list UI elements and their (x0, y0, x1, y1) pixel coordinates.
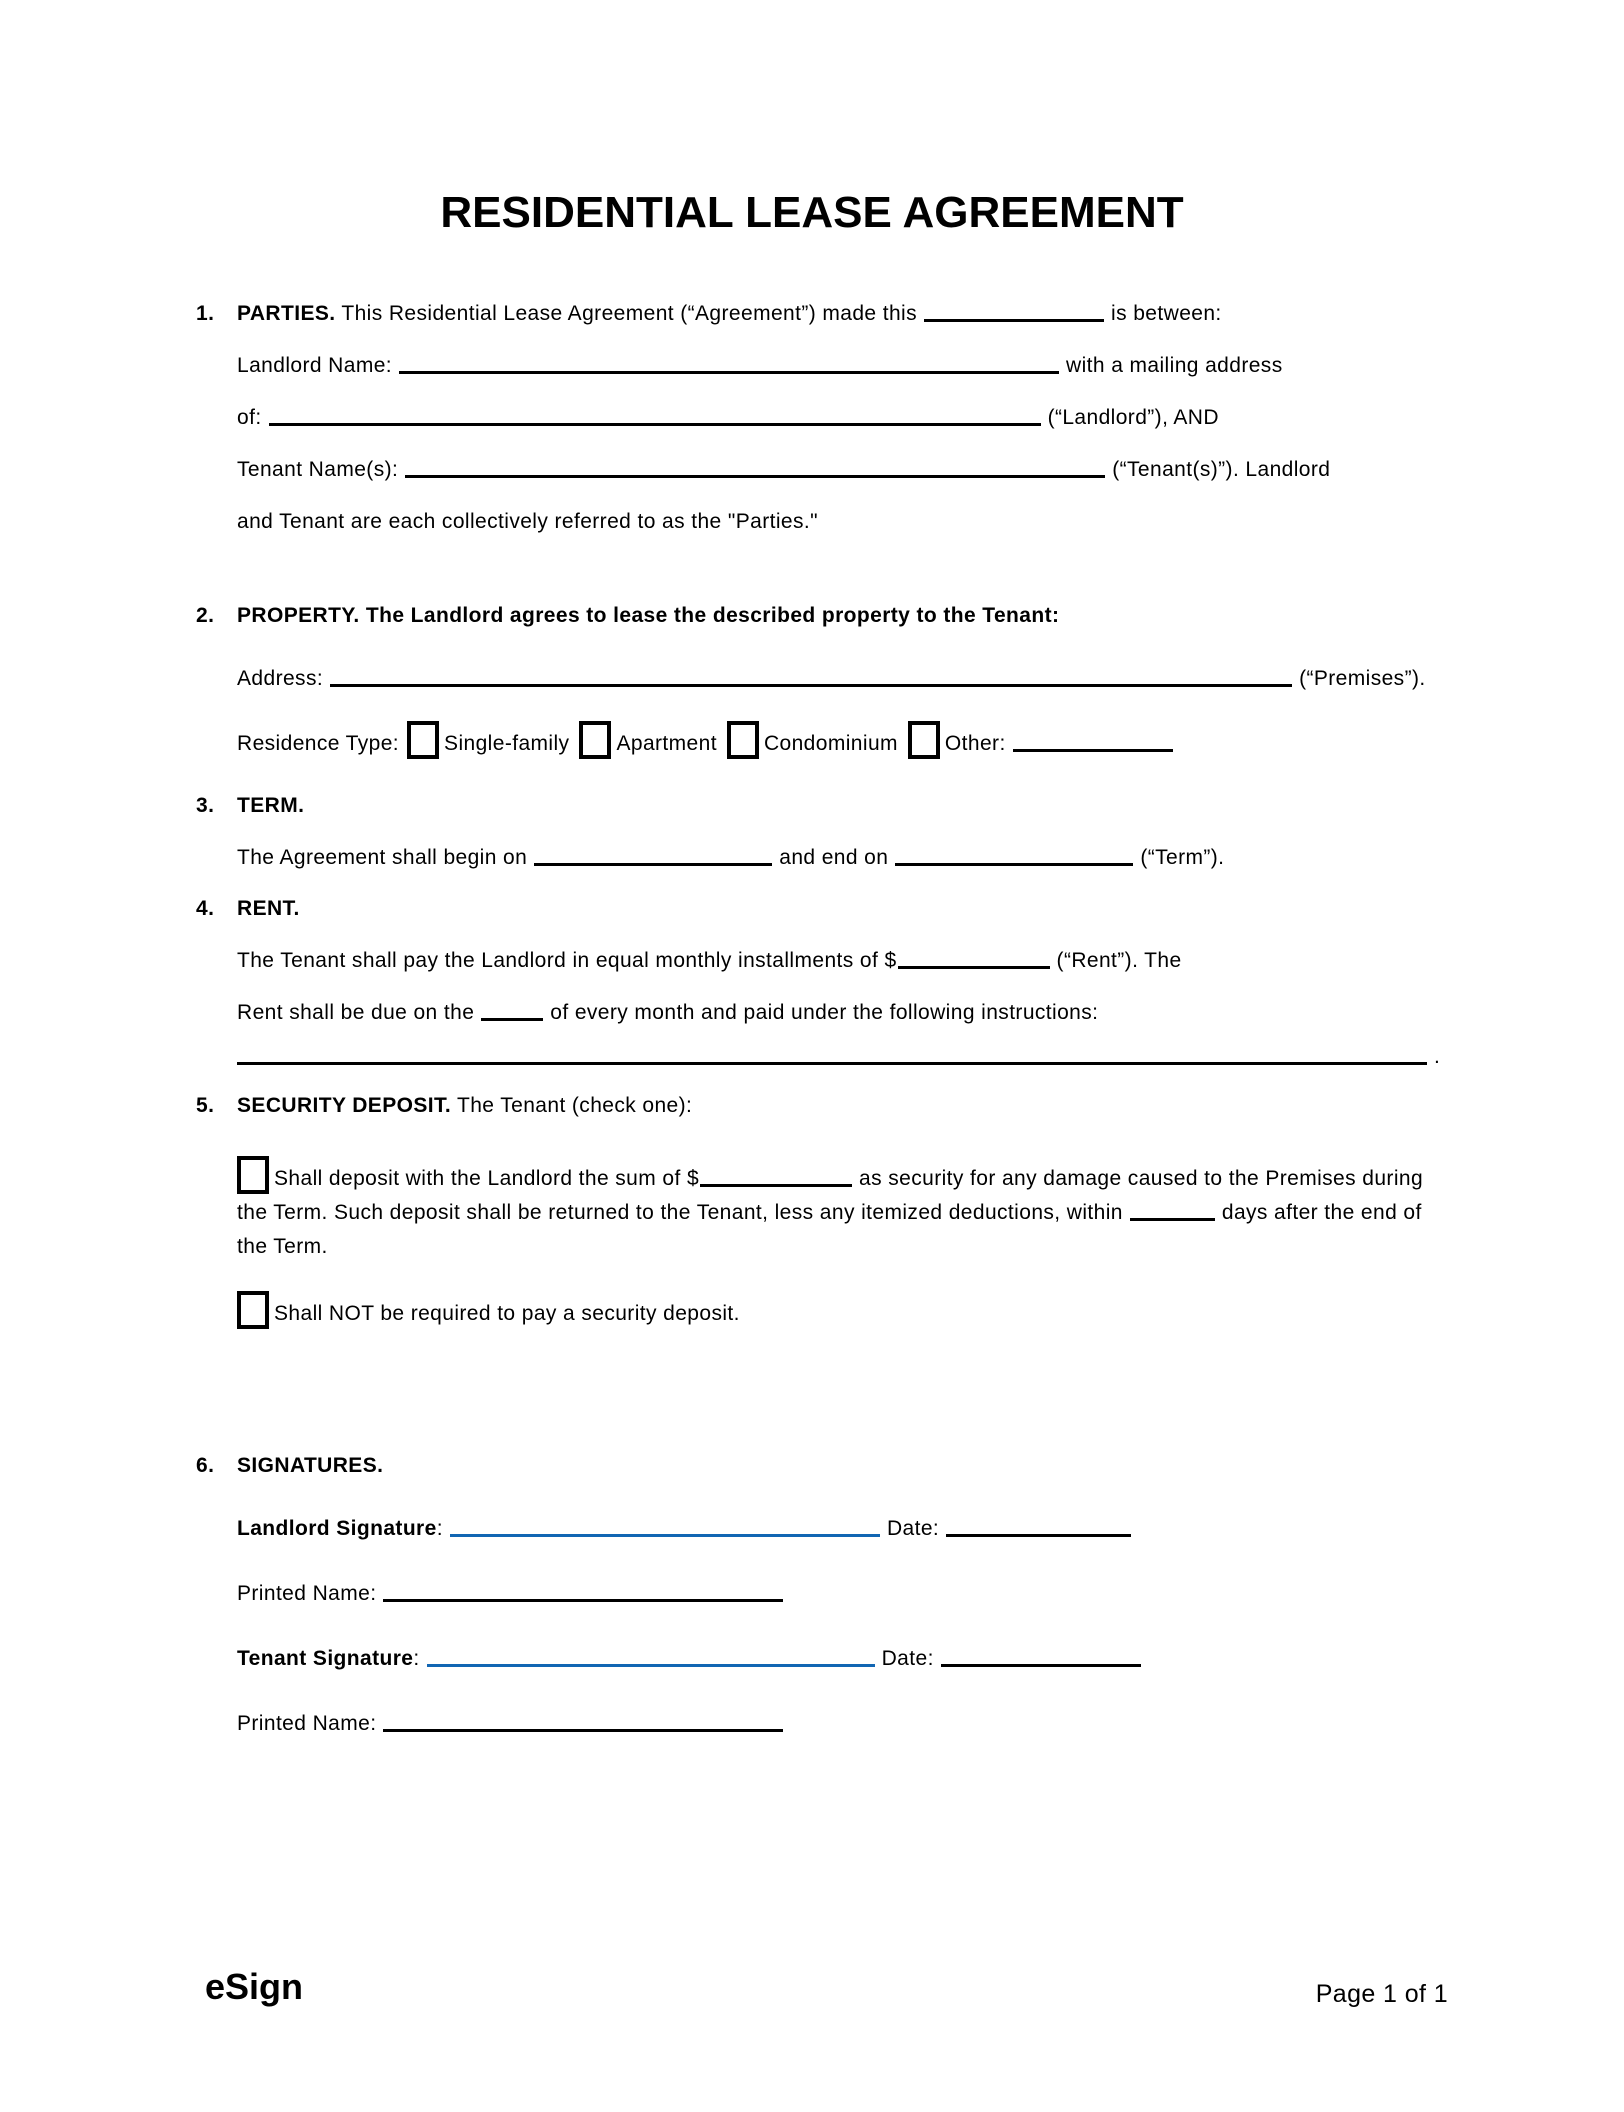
residence-type-label: Residence Type: (237, 732, 400, 755)
tenant-name-label: Tenant Name(s): (237, 458, 399, 481)
address-after: (“Premises”). (1299, 667, 1426, 690)
other-residence-field[interactable] (1013, 745, 1173, 752)
section-security-deposit (196, 1080, 1448, 1331)
landlord-printed-name-field[interactable] (383, 1595, 783, 1602)
term-middle-text: and end on (779, 846, 889, 869)
residence-type-line (196, 718, 1448, 770)
term-end-date-field[interactable] (895, 859, 1133, 866)
security-option1-text-c: days after the end of the Term. (237, 1201, 1422, 1258)
security-option-1 (196, 1156, 1448, 1264)
landlord-name-line (196, 340, 1448, 392)
term-line (196, 832, 1448, 884)
printed-name-label: Printed Name: (237, 1582, 377, 1605)
checkbox-shall-deposit[interactable] (237, 1156, 269, 1194)
address-line (196, 653, 1448, 705)
landlord-name-field[interactable] (399, 367, 1059, 374)
rent-line-1 (196, 935, 1448, 987)
of-label: of: (237, 406, 262, 429)
section-number: 6. (196, 1454, 215, 1477)
property-heading-line (196, 590, 1448, 642)
term-heading-line (196, 780, 1448, 832)
section-heading: PROPERTY. (237, 604, 360, 627)
term-start-date-field[interactable] (534, 859, 772, 866)
landlord-signature-line (196, 1503, 1448, 1555)
section-heading: TERM. (237, 794, 305, 817)
section-number: 3. (196, 794, 215, 817)
property-heading-rest: The Landlord agrees to lease the described property to the Tenant: (365, 604, 1060, 627)
security-option2-text: Shall NOT be required to pay a security deposit. (274, 1302, 740, 1325)
security-heading-line (196, 1080, 1448, 1132)
section-property (196, 590, 1448, 770)
printed-name-label: Printed Name: (237, 1712, 377, 1735)
security-option-2 (196, 1291, 1448, 1331)
parties-closing-line (196, 496, 1448, 548)
tenant-signature-line (196, 1633, 1448, 1685)
date-label: Date: (881, 1647, 934, 1670)
option-apartment-label: Apartment (616, 732, 717, 755)
agreement-date-field[interactable] (924, 315, 1104, 322)
rent-amount-field[interactable] (898, 962, 1050, 969)
section-heading: SECURITY DEPOSIT. (237, 1094, 452, 1117)
section-number: 1. (196, 302, 215, 325)
checkbox-no-deposit[interactable] (237, 1291, 269, 1329)
parties-intro-text: This Residential Lease Agreement (“Agreement”) made this (341, 302, 918, 325)
landlord-name-after: with a mailing address (1066, 354, 1283, 377)
document-title: RESIDENTIAL LEASE AGREEMENT (440, 188, 1184, 237)
section-number: 4. (196, 897, 215, 920)
section-rent (196, 883, 1448, 1083)
rent-due-text: Rent shall be due on the (237, 1001, 475, 1024)
checkbox-condominium[interactable] (727, 721, 759, 759)
section-heading: SIGNATURES. (237, 1454, 384, 1477)
payment-instructions-field[interactable] (237, 1058, 1427, 1065)
rent-line-period: . (1434, 1045, 1441, 1068)
landlord-address-field[interactable] (269, 419, 1041, 426)
tenant-signature-field[interactable] (427, 1660, 875, 1667)
tenant-signature-label: Tenant Signature (237, 1647, 414, 1670)
section-number: 2. (196, 604, 215, 627)
landlord-signature-field[interactable] (450, 1530, 880, 1537)
parties-heading-line (196, 288, 1448, 340)
of-after: (“Landlord”), AND (1047, 406, 1219, 429)
security-option1-text-a: Shall deposit with the Landlord the sum of $ (274, 1167, 700, 1190)
signatures-heading-line (196, 1440, 1448, 1492)
landlord-name-label: Landlord Name: (237, 354, 393, 377)
date-label: Date: (886, 1517, 940, 1540)
tenant-printed-name-field[interactable] (383, 1725, 783, 1732)
section-term (196, 780, 1448, 884)
landlord-address-line (196, 392, 1448, 444)
deposit-amount-field[interactable] (700, 1180, 852, 1187)
landlord-date-field[interactable] (946, 1530, 1131, 1537)
option-single-family-label: Single-family (444, 732, 570, 755)
tenant-name-after: (“Tenant(s)”). Landlord (1112, 458, 1331, 481)
tenant-name-field[interactable] (405, 471, 1105, 478)
option-condominium-label: Condominium (763, 732, 898, 755)
landlord-printed-name-line (196, 1568, 1448, 1620)
esign-logo: eSign (205, 1966, 304, 2007)
section-heading: PARTIES. (237, 302, 336, 325)
tenant-name-line (196, 444, 1448, 496)
tenant-printed-name-line (196, 1698, 1448, 1750)
page-number-label: Page 1 of 1 (1315, 1980, 1448, 2008)
address-label: Address: (237, 667, 324, 690)
parties-intro-after: is between: (1111, 302, 1222, 325)
rent-due-day-field[interactable] (481, 1014, 543, 1021)
property-address-field[interactable] (330, 680, 1292, 687)
tenant-date-field[interactable] (941, 1660, 1141, 1667)
rent-heading-line (196, 883, 1448, 935)
rent-amount-text: The Tenant shall pay the Landlord in equal monthly installments of $ (237, 949, 897, 972)
label-colon: : (413, 1647, 420, 1670)
section-heading: RENT. (237, 897, 300, 920)
deposit-return-days-field[interactable] (1130, 1214, 1215, 1221)
checkbox-other[interactable] (908, 721, 940, 759)
parties-closing-text: and Tenant are each collectively referred to as the "Parties." (237, 510, 818, 533)
label-colon: : (436, 1517, 443, 1540)
security-option1-text-b: as security for any damage caused to the Premises during the Term. Such deposit shall be returned to the Tenant, less any itemized deductions, within (237, 1167, 1424, 1224)
rent-amount-after: (“Rent”). The (1056, 949, 1182, 972)
section-signatures (196, 1440, 1448, 1750)
rent-instructions-line (196, 1031, 1448, 1083)
option-other-label: Other: (944, 732, 1006, 755)
checkbox-single-family[interactable] (407, 721, 439, 759)
security-heading-rest: The Tenant (check one): (456, 1094, 693, 1117)
landlord-signature-label: Landlord Signature (237, 1517, 437, 1540)
section-parties (196, 288, 1448, 548)
checkbox-apartment[interactable] (579, 721, 611, 759)
section-number: 5. (196, 1094, 215, 1117)
term-end-text: (“Term”). (1140, 846, 1225, 869)
rent-due-after: of every month and paid under the following instructions: (550, 1001, 1099, 1024)
term-begin-text: The Agreement shall begin on (237, 846, 528, 869)
